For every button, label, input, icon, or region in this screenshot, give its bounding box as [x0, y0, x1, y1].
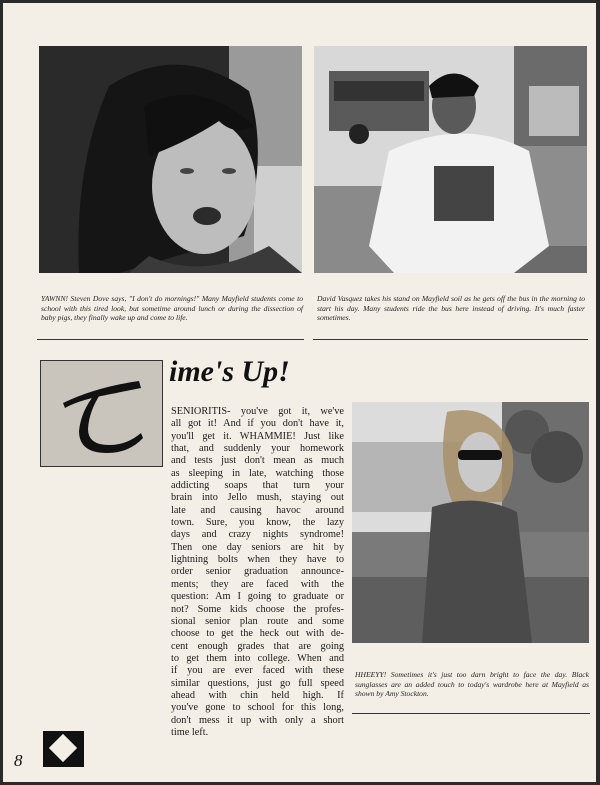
article-body-line: choose to get the heck out with de- [171, 628, 344, 640]
divider-bottom-right [352, 713, 590, 714]
yearbook-logo [43, 731, 84, 767]
page-number: 8 [14, 751, 23, 770]
article-body-line: lightning bolts when they have to [171, 554, 344, 566]
article-body-line: brain into Jello mush, staying out [171, 492, 344, 504]
divider-top-right [313, 339, 588, 340]
divider-top-left [37, 339, 304, 340]
article-body-line: that, and suddenly your homework [171, 443, 344, 455]
article-body-line: if you are ever faced with these [171, 665, 344, 677]
caption-amy-stockton: HHEEYY! Sometimes it's just too darn bright to face the day. Black sunglasses are an added touch to today's wardrobe here at Mayfield as shown by Amy Stockton. [355, 670, 589, 699]
caption-david-vasquez: David Vasquez takes his stand on Mayfield soil as he gets off the bus in the morning to start his day. Many students ride the bus here instead of driving. It's much faster sometimes. [317, 294, 585, 323]
article-body-line: sional senior plan route and some [171, 615, 344, 627]
article-body-line: not? Some kids choose the profes- [171, 603, 344, 615]
article-body-line: and tests just don't mean as much [171, 455, 344, 467]
photo-steven-dove [39, 46, 302, 273]
diamond-icon [49, 734, 77, 762]
article-body-line: all got it! And if you don't have it, [171, 418, 344, 430]
article-body-line: you'll get it. WHAMMIE! Just like [171, 430, 344, 442]
article-body-line: ments; they are faced with the [171, 578, 344, 590]
article-body-line: you've gone to school for this long, [171, 702, 344, 714]
article-body-line: ahead with chin held high. If [171, 689, 344, 701]
yearbook-page [3, 3, 596, 782]
photo-amy-stockton-image [352, 402, 589, 643]
article-body-line: town. Sure, you know, the lazy [171, 517, 344, 529]
caption-steven-dove: YAWNN! Steven Dove says, "I don't do mornings!" Many Mayfield students come to school with this tired look, but sometime around lunch or during the dissection of baby pigs, they finally wake up and come to life. [41, 294, 303, 323]
drop-cap-box [40, 360, 163, 467]
article-body-line: similar questions, just go full speed [171, 677, 344, 689]
photo-steven-dove-image [39, 46, 302, 273]
article-body-line: order senior graduation announce- [171, 566, 344, 578]
article-body-line: as sleeping in late, watching those [171, 467, 344, 479]
article-body-line: SENIORITIS- you've got it, we've [171, 406, 344, 417]
article-body-line: late and causing havoc around [171, 504, 344, 516]
drop-cap-letter [41, 361, 161, 465]
article-body-line: cent enough grades that are going [171, 640, 344, 652]
article-body-line: question: Am I going to graduate or [171, 591, 344, 603]
article-body-line: time left. [171, 726, 209, 738]
article-body-line: to get them into college. When and [171, 652, 344, 664]
photo-david-vasquez [314, 46, 587, 273]
article-body-line: days and crazy nights syndrome! [171, 529, 344, 541]
photo-amy-stockton [352, 402, 589, 643]
photo-david-vasquez-image [314, 46, 587, 273]
article-body [171, 406, 344, 739]
article-body-line: addicting soaps that turn your [171, 480, 344, 492]
article-body-line: Then one day seniors are hit by [171, 541, 344, 553]
article-title: ime's Up! [169, 355, 290, 388]
article-body-line: don't mess it up with only a short [171, 714, 344, 726]
